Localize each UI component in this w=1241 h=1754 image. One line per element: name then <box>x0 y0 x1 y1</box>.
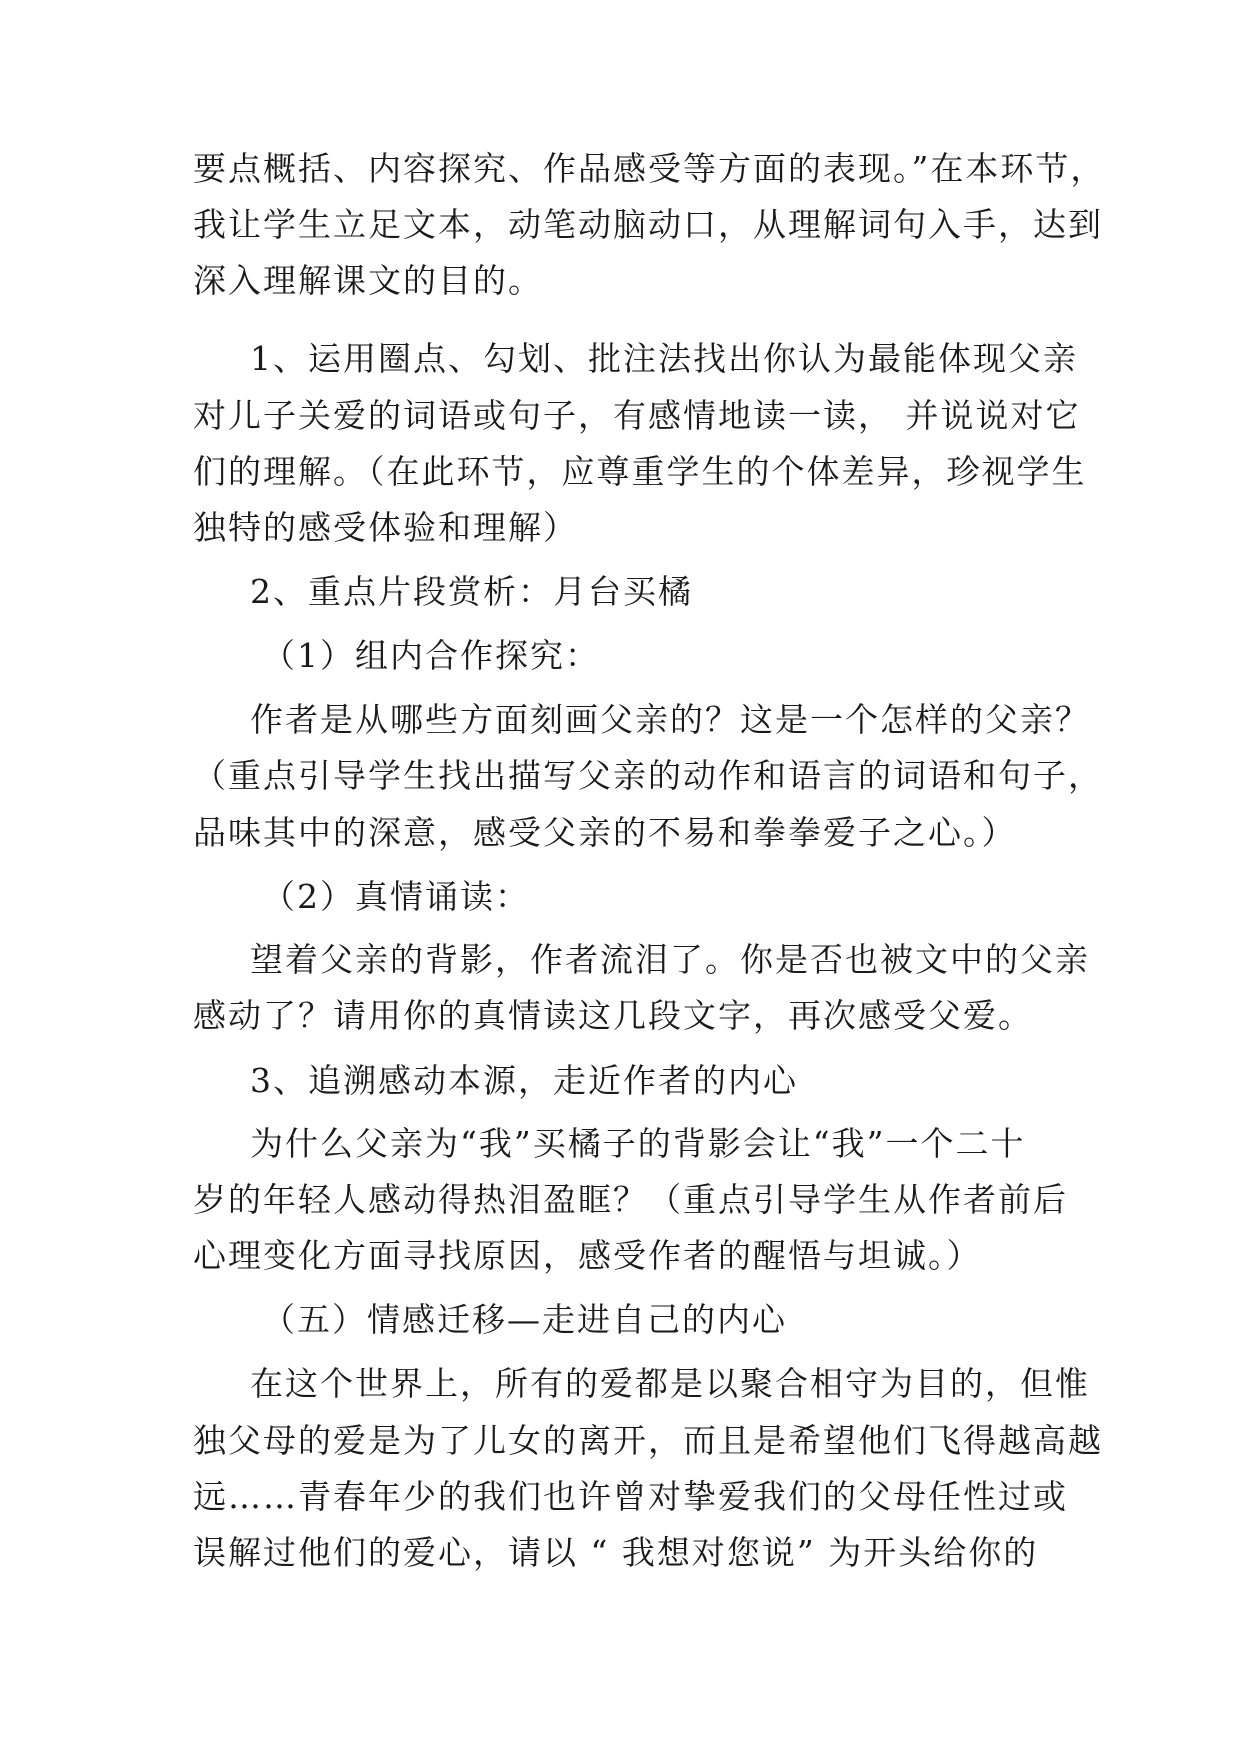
text-line: 岁的年轻人感动得热泪盈眶？（重点引导学生从作者前后 <box>193 1180 1068 1219</box>
text-line: 误解过他们的爱心，请以 “ 我想对您说” 为开头给你的 <box>193 1533 1039 1572</box>
text-line: 要点概括、内容探究、作品感受等方面的表现。”在本环节， <box>193 149 1106 188</box>
text-line: （重点引导学生找出描写父亲的动作和语言的词语和句子， <box>193 756 1103 795</box>
text-line: 3、追溯感动本源，走近作者的内心 <box>250 1061 798 1100</box>
text-line: 们的理解。（在此环节，应尊重学生的个体差异，珍视学生 <box>193 452 1087 491</box>
text-line: 在这个世界上，所有的爱都是以聚合相守为目的，但惟 <box>250 1364 1090 1403</box>
text-line: 我让学生立足文本，动笔动脑动口，从理解词句入手，达到 <box>193 205 1103 244</box>
text-line: 感动了？请用你的真情读这几段文字，再次感受父爱。 <box>193 996 1033 1035</box>
text-line: 独特的感受体验和理解） <box>193 508 578 547</box>
text-line: 望着父亲的背影，作者流泪了。你是否也被文中的父亲 <box>250 940 1090 979</box>
text-line: 为什么父亲为“我”买橘子的背影会让“我”一个二十 <box>250 1124 1026 1163</box>
text-line: 心理变化方面寻找原因，感受作者的醒悟与坦诚。） <box>193 1236 982 1275</box>
text-line: 品味其中的深意，感受父亲的不易和拳拳爱子之心。） <box>193 813 1017 852</box>
text-line: 独父母的爱是为了儿女的离开，而且是希望他们飞得越高越 <box>193 1421 1103 1460</box>
text-line: （2）真情诵读： <box>262 877 530 916</box>
text-line: 2、重点片段赏析：月台买橘 <box>250 572 693 611</box>
text-line: （1）组内合作探究： <box>262 636 600 675</box>
text-line: 深入理解课文的目的。 <box>193 261 543 300</box>
text-line: 远……青春年少的我们也许曾对挚爱我们的父母任性过或 <box>193 1477 1068 1516</box>
text-line: 1、运用圈点、勾划、批注法找出你认为最能体现父亲 <box>250 339 1078 378</box>
text-line: （五）情感迁移—走进自己的内心 <box>262 1300 787 1339</box>
text-line: 对儿子关爱的词语或句子，有感情地读一读， 并说说对它 <box>193 396 1081 435</box>
text-line: 作者是从哪些方面刻画父亲的？这是一个怎样的父亲？ <box>250 700 1090 739</box>
